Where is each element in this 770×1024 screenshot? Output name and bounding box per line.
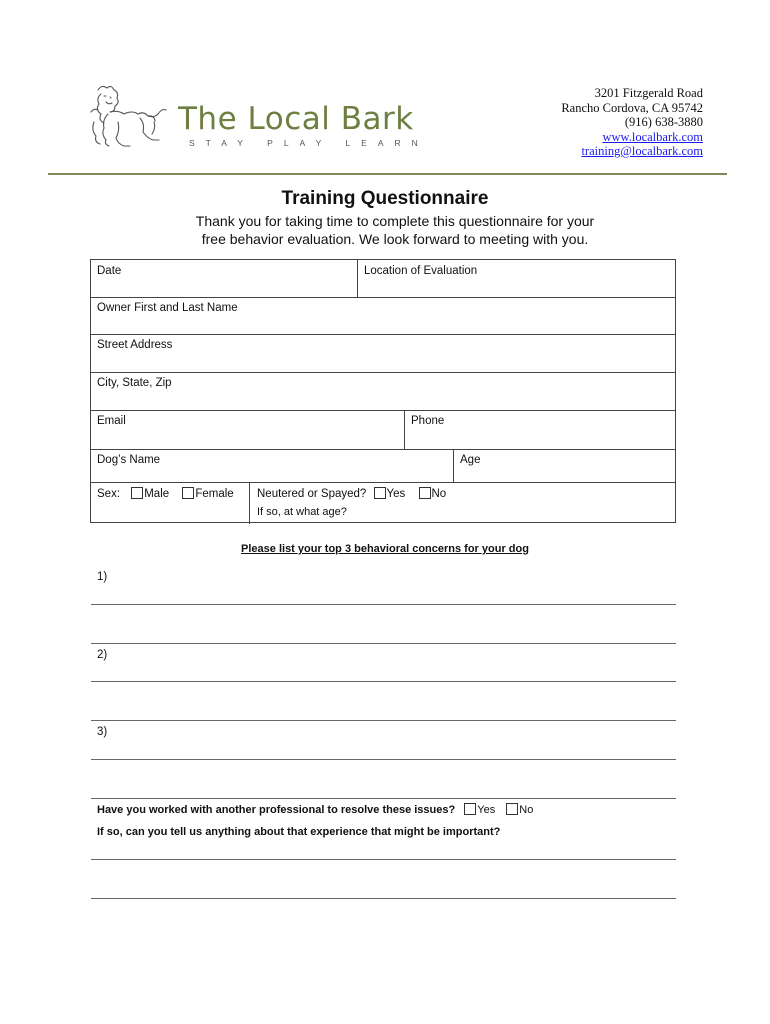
male-checkbox[interactable] [131, 487, 143, 499]
concern-1-line-b[interactable] [91, 643, 676, 644]
concern-3-label: 3) [97, 726, 108, 738]
concern-2-label: 2) [97, 649, 108, 661]
email-field[interactable]: Email [97, 415, 126, 427]
concern-1-line-a[interactable] [91, 604, 676, 605]
contact-block [561, 86, 703, 159]
contact-phone: (916) 638-3880 [624, 115, 703, 129]
intro-text [0, 212, 770, 248]
intro-line-2: free behavior evaluation. We look forward to meeting with you. [201, 231, 589, 247]
sex-row [97, 487, 234, 500]
neutered-yes-checkbox[interactable] [374, 487, 386, 499]
concern-1-label: 1) [97, 571, 108, 583]
email-link[interactable]: training@localbark.com [581, 144, 703, 158]
professional-yes-checkbox[interactable] [464, 803, 476, 815]
neutered-row [257, 487, 446, 500]
concern-3-line-b[interactable] [91, 798, 676, 799]
address-city: Rancho Cordova, CA 95742 [561, 100, 703, 115]
professional-no-checkbox[interactable] [506, 803, 518, 815]
followup-line-b[interactable] [91, 898, 676, 899]
concerns-heading: Please list your top 3 behavioral concerns for your dog [241, 543, 529, 555]
concern-2-line-a[interactable] [91, 681, 676, 682]
concern-2-line-b[interactable] [91, 720, 676, 721]
city-state-zip-field[interactable]: City, State, Zip [97, 377, 172, 389]
logo-tagline: STAY PLAY LEARN [189, 138, 429, 148]
concern-3-line-a[interactable] [91, 759, 676, 760]
followup-line-a[interactable] [91, 859, 676, 860]
location-field[interactable]: Location of Evaluation [364, 265, 478, 277]
website-link[interactable]: www.localbark.com [602, 129, 703, 144]
professional-yes-label: Yes [477, 804, 496, 816]
male-label: Male [144, 488, 170, 500]
phone-field[interactable]: Phone [411, 415, 445, 427]
professional-followup: If so, can you tell us anything about that experience that might be important? [97, 826, 501, 838]
header-divider [48, 173, 727, 175]
sex-label: Sex: [97, 488, 121, 500]
professional-no-label: No [519, 804, 534, 816]
owner-info-form [90, 259, 676, 523]
neutered-label: Neutered or Spayed? [257, 488, 367, 500]
logo-text: The Local Bark [178, 101, 414, 137]
age-field[interactable]: Age [460, 454, 481, 466]
female-checkbox[interactable] [182, 487, 194, 499]
intro-line-1: Thank you for taking time to complete this questionnaire for your [195, 213, 595, 229]
dog-name-field[interactable]: Dog’s Name [97, 454, 161, 466]
professional-question [97, 803, 533, 816]
owner-name-field[interactable]: Owner First and Last Name [97, 302, 238, 314]
neutered-age-field[interactable]: If so, at what age? [257, 506, 347, 518]
street-address-field[interactable]: Street Address [97, 339, 173, 351]
dog-logo-icon [88, 82, 168, 152]
page-title: Training Questionnaire [281, 188, 489, 209]
address-street: 3201 Fitzgerald Road [594, 86, 703, 100]
neutered-no-checkbox[interactable] [419, 487, 431, 499]
neutered-no-label: No [431, 488, 447, 500]
female-label: Female [195, 488, 234, 500]
neutered-yes-label: Yes [386, 488, 406, 500]
professional-question-text: Have you worked with another professional to resolve these issues? [97, 804, 456, 816]
date-field[interactable]: Date [97, 265, 122, 277]
